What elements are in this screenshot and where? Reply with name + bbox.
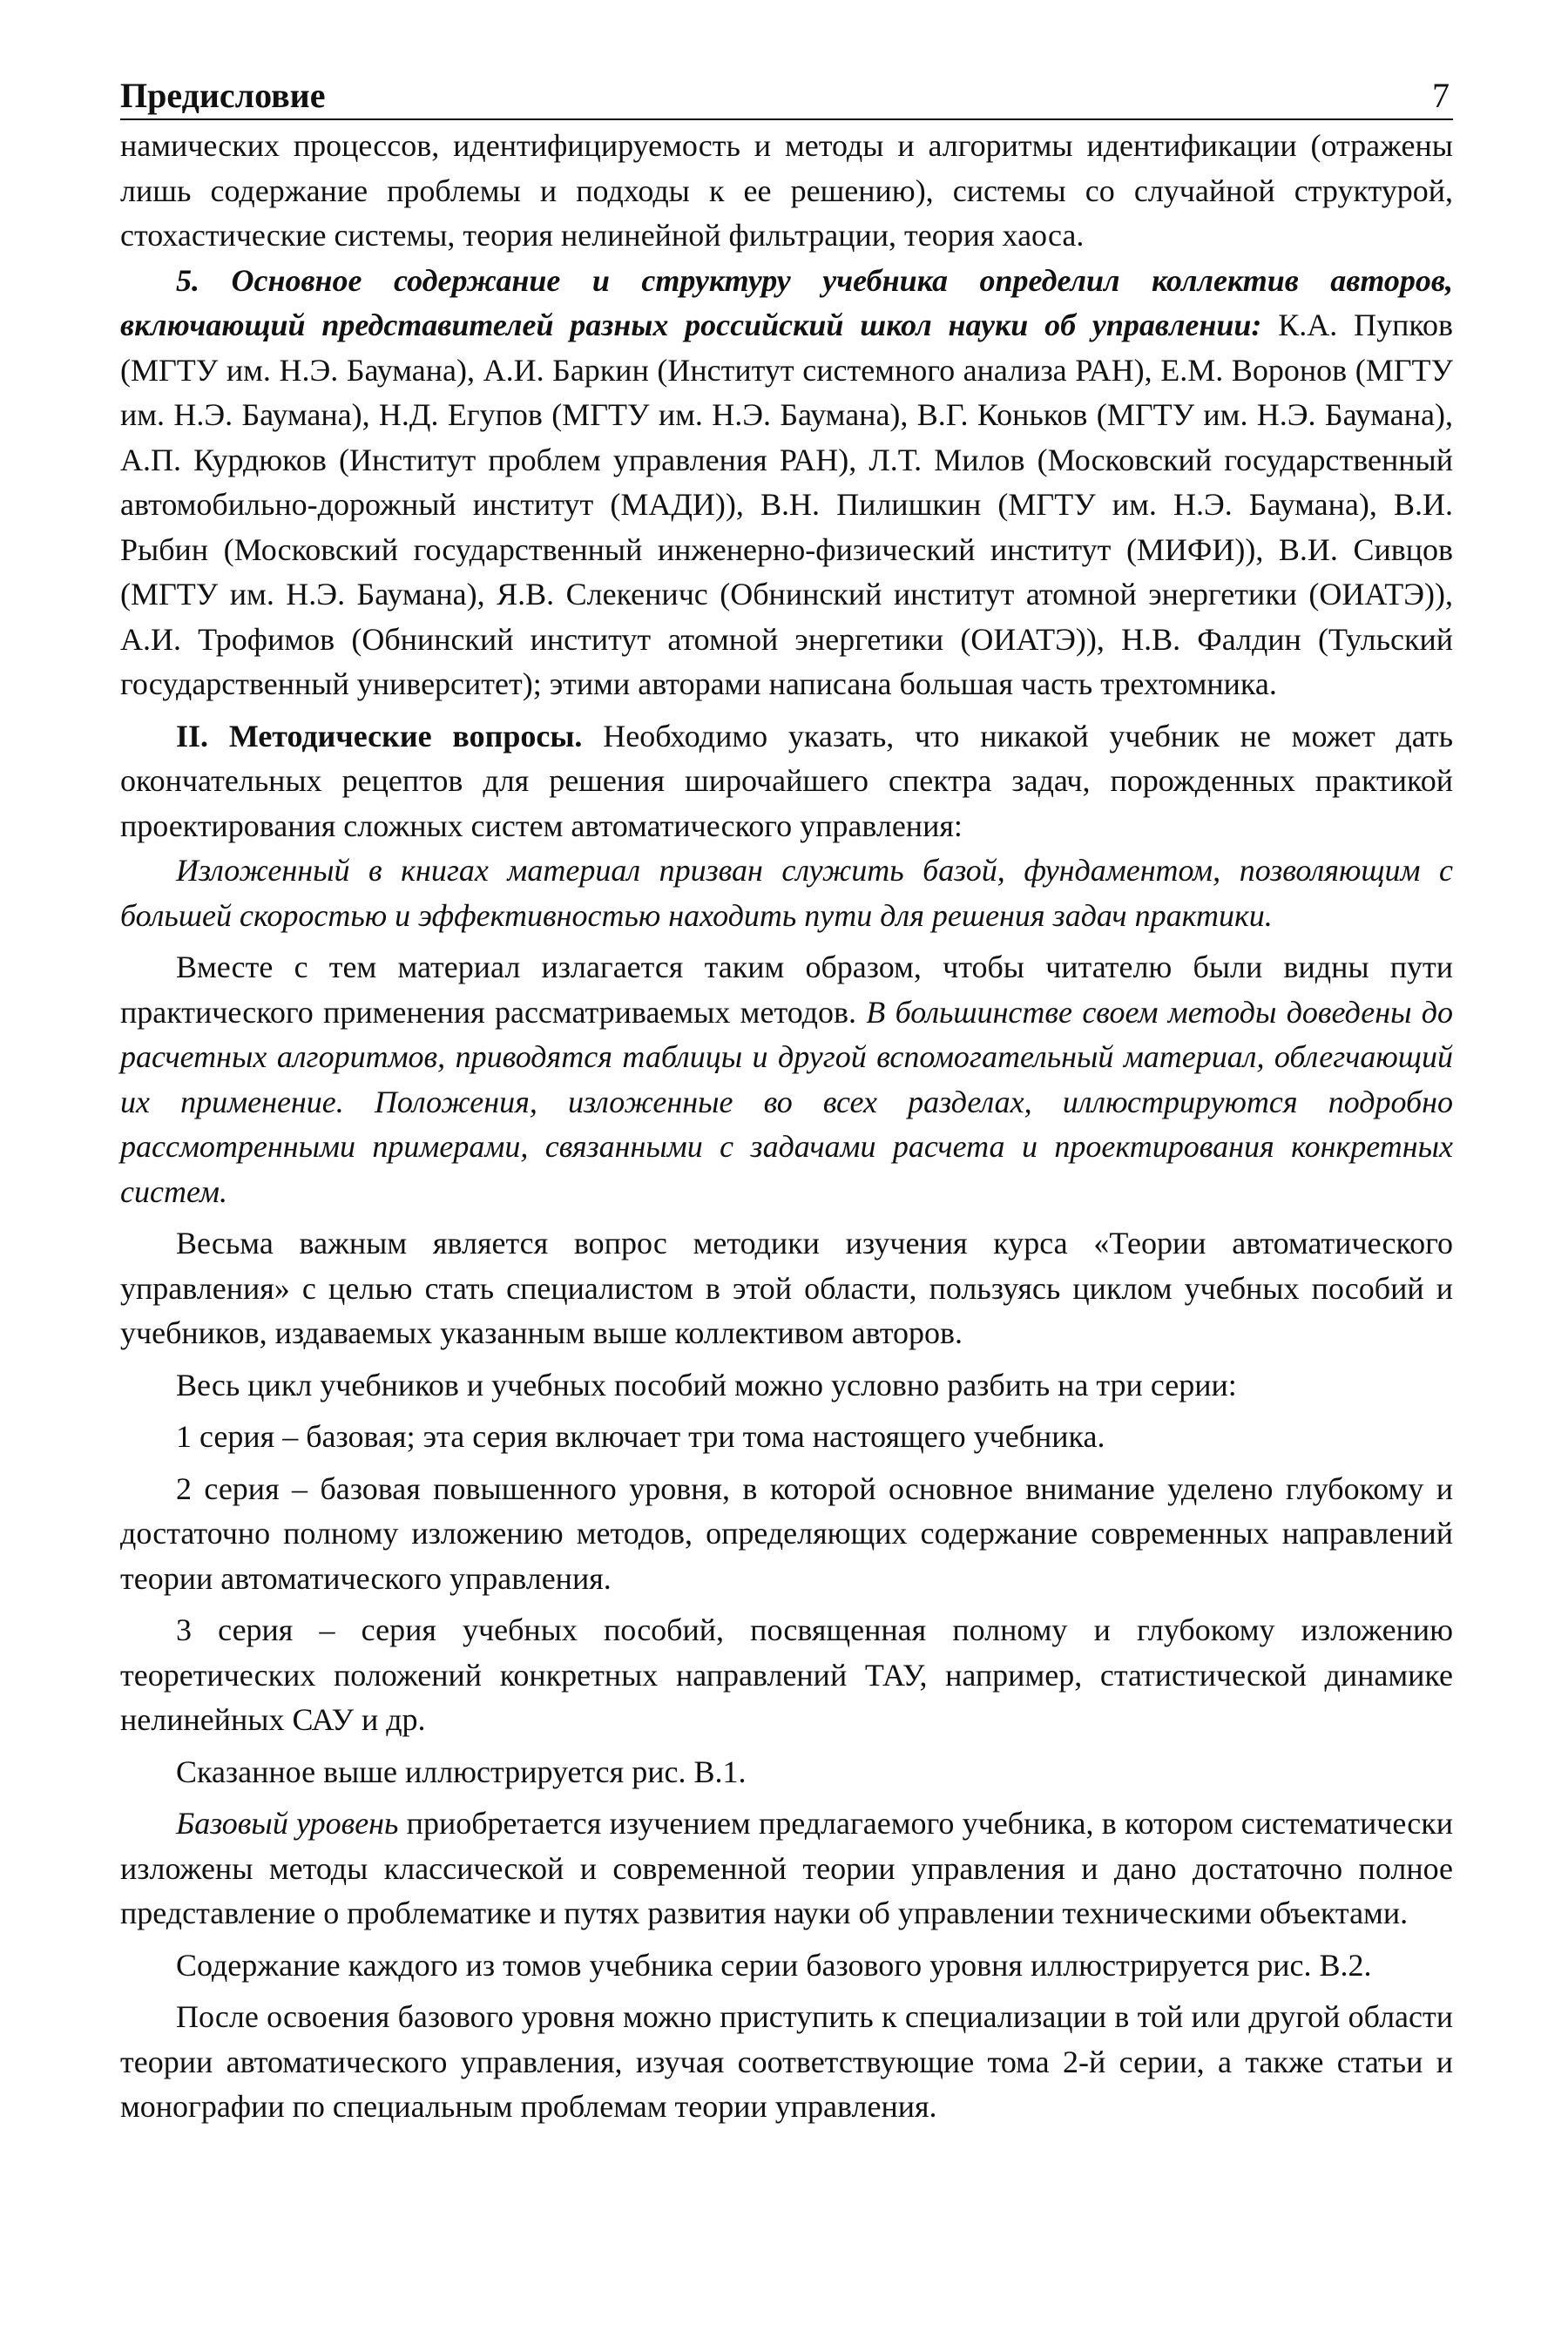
paragraph-5 <box>120 945 1453 1214</box>
paragraph-14: После освоения базового уровня можно приступить к специализации в той или другой области теории автоматического управления, изучая соответствующие тома 2-й серии, а также статьи и монографии по специальным проблемам теории управления. <box>120 1999 1453 2124</box>
text-body <box>120 124 1453 2130</box>
paragraph-9: 2 серия – базовая повышенного уровня, в которой основное внимание уделено глубокому и достаточно полному изложению методов, определяющих содержание современных направлений теории автоматического управления. <box>120 1470 1453 1596</box>
paragraph-7: Весь цикл учебников и учебных пособий можно условно разбить на три серии: <box>176 1367 1237 1402</box>
page-number: 7 <box>1432 76 1450 115</box>
section-heading-methodical: II. Методические вопросы. <box>176 718 583 754</box>
running-header <box>120 77 1453 120</box>
paragraph-2 <box>120 259 1453 707</box>
paragraph-5-italic: В большинстве своем методы доведены до расчетных алгоритмов, приводятся таблицы и другой вспомогательный материал, облегчающий их применение. Положения, изложенные во всех разделах, иллюстрируются подробно рассмотренными примерами, связанными с задачами расчета и проектирования конкретных систем. <box>120 994 1453 1209</box>
paragraph-6: Весьма важным является вопрос методики изучения курса «Теории автоматического управления» с целью стать специалистом в этой области, пользуясь циклом учебных пособий и учебников, издаваемых указанным выше коллективом авторов. <box>120 1226 1453 1350</box>
paragraph-1: намических процессов, идентифицируемость и методы и алгоритмы идентификации (отражены лишь содержание проблемы и подходы к ее решению), системы со случайной структурой, стохастические системы, теория нелинейной фильтрации, теория хаоса. <box>120 128 1453 253</box>
paragraph-10: 3 серия – серия учебных пособий, посвященная полному и глубокому изложению теоретических положений конкретных направлений ТАУ, например, статистической динамике нелинейных САУ и др. <box>120 1612 1453 1737</box>
paragraph-13: Содержание каждого из томов учебника серии базового уровня иллюстрируется рис. В.2. <box>176 1947 1372 1983</box>
chapter-title: Предисловие <box>120 76 326 115</box>
paragraph-12 <box>120 1801 1453 1936</box>
paragraph-12-lead: Базовый уровень <box>176 1806 399 1841</box>
paragraph-5-lead: Вместе с тем материал излагается таким образом, чтобы читателю были видны пути практического применения рассматриваемых методов. <box>120 950 1453 1030</box>
page <box>120 77 1453 2130</box>
paragraph-8: 1 серия – базовая; эта серия включает три тома настоящего учебника. <box>176 1419 1105 1454</box>
paragraph-2-text: К.А. Пупков (МГТУ им. Н.Э. Баумана), А.И. Баркин (Институт системного анализа РАН), Е.М. Воронов (МГТУ им. Н.Э. Баумана), Н.Д. Егупов (МГТУ им. Н.Э. Баумана), В.Г. Коньков (МГТУ им. Н.Э. Баумана), А.П. Курдюков (Институт проблем управления РАН), Л.Т. Милов (Московский государственный автомобильно-дорожный институт (МАДИ)), В.Н. Пилишкин (МГТУ им. Н.Э. Баумана), В.И. Рыбин (Московский государственный инженерно-физический институт (МИФИ)), В.И. Сивцов (МГТУ им. Н.Э. Баумана), Я.В. Слекеничс (Обнинский институт атомной энергетики (ОИАТЭ)), А.И. Трофимов (Обнинский институт атомной энергетики (ОИАТЭ)), Н.В. Фалдин (Тульский государственный университет); этими авторами написана большая часть трехтомника. <box>120 308 1453 701</box>
paragraph-2-lead: 5. Основное содержание и структуру учебника определил коллектив авторов, включающий представителей разных российский школ науки об управлении: <box>120 262 1453 342</box>
paragraph-4: Изложенный в книгах материал призван служить базой, фундаментом, позволяющим с большей скоростью и эффективностью находить пути для решения задач практики. <box>120 853 1453 933</box>
paragraph-12-text: приобретается изучением предлагаемого учебника, в котором систематически изложены методы классической и современной теории управления и дано достаточно полное представление о проблематике и путях развития науки об управлении техническими объектами. <box>120 1806 1453 1930</box>
paragraph-3 <box>120 714 1453 849</box>
paragraph-11: Сказанное выше иллюстрируется рис. В.1. <box>176 1754 747 1789</box>
paragraph-3-text: Необходимо указать, что никакой учебник не может дать окончательных рецептов для решения широчайшего спектра задач, порожденных практикой проектирования сложных систем автоматического управления: <box>120 718 1453 843</box>
